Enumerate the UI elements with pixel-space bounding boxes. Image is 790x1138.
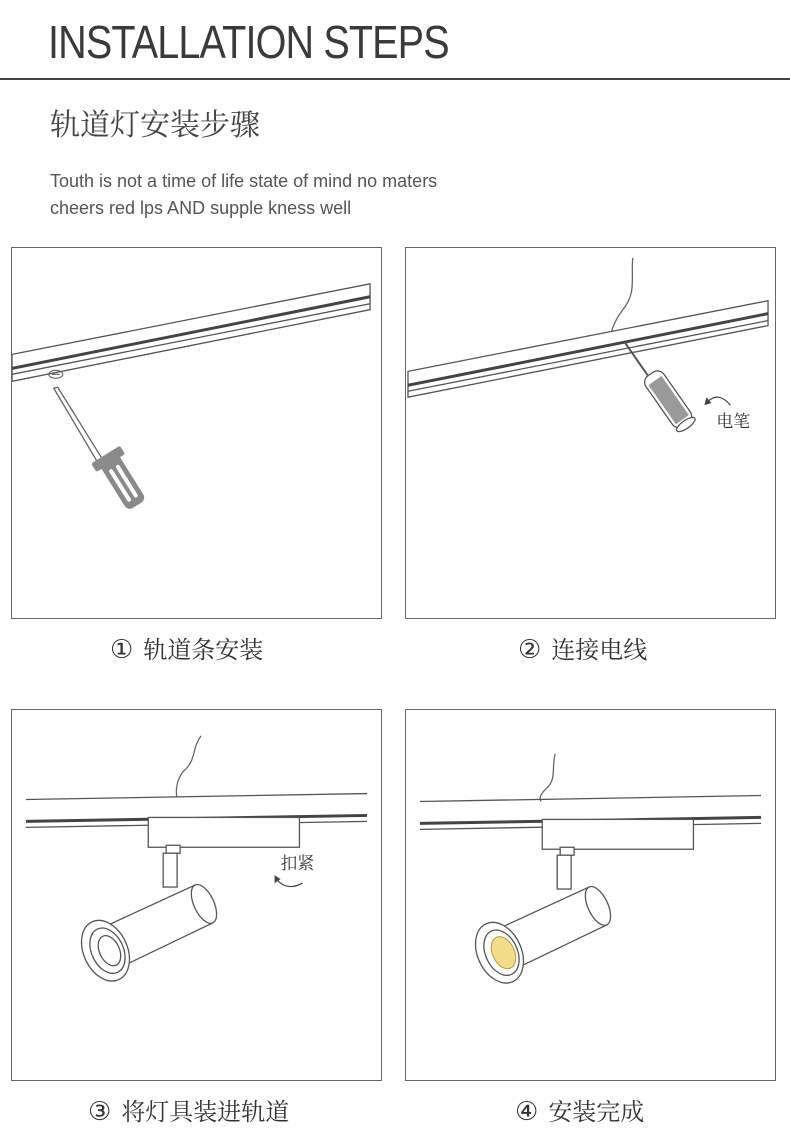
step-2-caption bbox=[518, 630, 647, 670]
page-subtitle: 轨道灯安装步骤 bbox=[50, 108, 260, 143]
step-3-number: ③ bbox=[88, 1097, 112, 1127]
step-3-caption bbox=[88, 1092, 289, 1132]
step-2-drawing bbox=[406, 248, 775, 618]
track-rail bbox=[12, 284, 370, 381]
power-wire bbox=[611, 258, 633, 334]
description-line-2: cheers red lps AND supple kness well bbox=[50, 198, 352, 218]
curved-arrow-icon bbox=[708, 397, 730, 405]
step-1-number: ① bbox=[110, 635, 134, 665]
step-2-illustration bbox=[405, 247, 776, 619]
pen-label: 电笔 bbox=[716, 411, 751, 432]
step-4-illustration bbox=[405, 709, 776, 1081]
fixture-stem bbox=[163, 853, 177, 887]
electric-pen-icon bbox=[625, 342, 697, 434]
step-2-number: ② bbox=[518, 635, 542, 665]
spotlight-body bbox=[72, 881, 222, 989]
track-adapter bbox=[542, 819, 693, 855]
power-wire bbox=[540, 754, 555, 802]
description-line-1: Touth is not a time of life state of mind no maters bbox=[50, 171, 438, 191]
fixture-stem bbox=[557, 855, 571, 889]
step-3-illustration bbox=[11, 709, 382, 1081]
step-1-caption bbox=[110, 630, 263, 670]
description bbox=[50, 168, 437, 222]
power-wire bbox=[176, 736, 201, 798]
step-1-label: 轨道条安装 bbox=[143, 636, 264, 664]
screwdriver-icon bbox=[54, 387, 152, 514]
page-title: INSTALLATION STEPS bbox=[48, 16, 449, 68]
step-4-label: 安装完成 bbox=[548, 1098, 645, 1126]
step-1-illustration bbox=[11, 247, 382, 619]
track-adapter bbox=[148, 817, 299, 853]
step-4-caption bbox=[515, 1092, 644, 1132]
step-4-drawing bbox=[406, 710, 775, 1080]
step-2-label: 连接电线 bbox=[551, 636, 648, 664]
track-rail bbox=[408, 301, 768, 397]
title-divider bbox=[0, 78, 790, 80]
tighten-label: 扣紧 bbox=[280, 853, 315, 874]
spotlight-body bbox=[466, 883, 616, 991]
step-1-drawing bbox=[12, 248, 381, 618]
curved-arrow-icon bbox=[277, 879, 303, 886]
step-3-drawing bbox=[12, 710, 381, 1080]
step-3-label: 将灯具装进轨道 bbox=[121, 1098, 290, 1126]
step-4-number: ④ bbox=[515, 1097, 539, 1127]
